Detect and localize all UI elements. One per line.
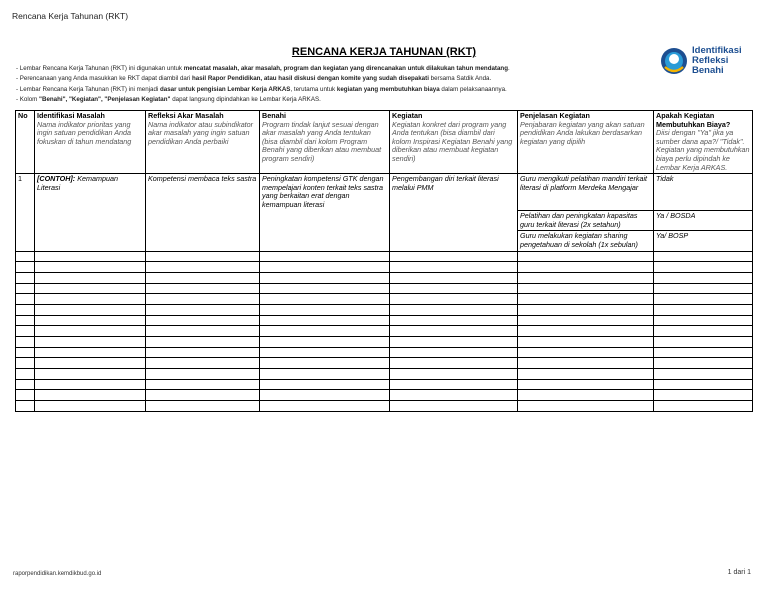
empty-cell[interactable] [16,294,35,305]
logo-word: Refleksi [692,55,729,66]
empty-cell[interactable] [146,315,260,326]
column-header-benahi: Benahi Program tindak lanjut sesuai dengan akar masalah yang Anda tentukan (bisa diambil dari kolom Program Benahi yang diberikan atau membuat program sendiri) [260,111,390,174]
empty-cell[interactable] [146,272,260,283]
empty-cell[interactable] [654,347,753,358]
empty-cell[interactable] [390,283,518,294]
empty-cell[interactable] [35,337,146,348]
empty-cell[interactable] [35,283,146,294]
column-header-biaya: Apakah Kegiatan Membutuhkan Biaya? Diisi dengan "Ya" jika ya sumber dana apa?/ "Tidak". Kegiatan yang membutuhkan biaya perlu dipindah ke Lembar Kerja ARKAS. [654,111,753,174]
empty-cell[interactable] [390,369,518,380]
empty-cell[interactable] [16,326,35,337]
empty-cell[interactable] [518,390,654,401]
empty-cell[interactable] [16,272,35,283]
table-row [16,304,753,315]
note-fragment: , terutama untuk [290,85,337,93]
empty-cell[interactable] [260,272,390,283]
note-fragment: . [508,65,510,72]
note-fragment: mencatat masalah, akar masalah, program dan kegiatan yang direncanakan untuk dilakukan tahun mendatang [183,65,508,72]
empty-cell[interactable] [146,379,260,390]
empty-cell[interactable] [260,401,390,412]
empty-cell[interactable] [518,315,654,326]
note-fragment: bersama Satdik Anda. [428,75,492,83]
empty-cell[interactable] [654,304,753,315]
empty-cell[interactable] [390,315,518,326]
empty-cell[interactable] [518,401,654,412]
empty-cell[interactable] [35,262,146,273]
empty-cell[interactable] [654,315,753,326]
empty-cell[interactable] [518,294,654,305]
logo-mark-icon [660,47,688,75]
note-fragment: kegiatan yang membutuhkan biaya [336,85,440,93]
note-line [16,64,636,74]
empty-cell[interactable] [16,251,35,262]
empty-cell[interactable] [654,326,753,337]
table-row [16,347,753,358]
empty-cell[interactable] [146,390,260,401]
logo-word: Benahi [692,65,724,76]
empty-cell[interactable] [146,251,260,262]
empty-cell[interactable] [146,262,260,273]
empty-cell[interactable] [654,337,753,348]
empty-cell[interactable] [390,272,518,283]
note-fragment: - Lembar Rencana Kerja Tahunan (RKT) ini menjadi [16,85,160,93]
note-fragment: dapat langsung dipindahkan ke Lembar Kerja ARKAS. [170,96,321,104]
empty-cell[interactable] [260,390,390,401]
empty-cell[interactable] [390,347,518,358]
empty-cell[interactable] [146,358,260,369]
empty-cell[interactable] [654,369,753,380]
empty-cell[interactable] [390,251,518,262]
empty-cell[interactable] [35,379,146,390]
empty-cell[interactable] [35,251,146,262]
table-row [16,251,753,262]
empty-cell[interactable] [146,304,260,315]
empty-cell[interactable] [654,272,753,283]
table-row [16,369,753,380]
column-header-penjelasan: Penjelasan Kegiatan Penjabaran kegiatan yang akan satuan pendidikan Anda lakukan berdasarkan kegiatan yang dipilih [518,111,654,174]
empty-cell[interactable] [35,401,146,412]
cell-benahi[interactable]: Peningkatan kompetensi GTK dengan mempelajari konten terkait teks sastra yang berkaitan erat dengan kemampuan literasi [260,174,390,251]
note-fragment: - Kolom [16,96,40,104]
empty-cell[interactable] [390,337,518,348]
page-header-title: Rencana Kerja Tahunan (RKT) [12,11,129,21]
empty-cell[interactable] [35,390,146,401]
column-header-akar: Refleksi Akar Masalah Nama indikator atau subindikator akar masalah yang ingin satuan pendidikan Anda perbaiki [146,111,260,174]
document-title: RENCANA KERJA TAHUNAN (RKT) [291,46,477,58]
note-fragment: "Benahi", "Kegiatan", "Penjelasan Kegiatan" [39,96,171,104]
empty-cell[interactable] [16,369,35,380]
empty-cell[interactable] [390,401,518,412]
empty-cell[interactable] [654,283,753,294]
empty-cell[interactable] [260,326,390,337]
cell-biaya[interactable]: Tidak [654,174,753,211]
table-row [16,262,753,273]
page-number: 1 dari 1 [727,569,751,576]
empty-cell[interactable] [518,272,654,283]
instruction-notes [16,64,636,106]
table-row [16,272,753,283]
table-row [16,358,753,369]
empty-cell[interactable] [518,283,654,294]
empty-cell[interactable] [16,390,35,401]
empty-cell[interactable] [35,347,146,358]
empty-cell[interactable] [518,358,654,369]
empty-cell[interactable] [518,251,654,262]
empty-cell[interactable] [260,369,390,380]
empty-cell[interactable] [390,379,518,390]
empty-cell[interactable] [35,272,146,283]
table-row [16,283,753,294]
empty-cell[interactable] [260,283,390,294]
table-row [16,337,753,348]
empty-cell[interactable] [260,358,390,369]
column-header-kegiatan: Kegiatan Kegiatan konkret dari program yang Anda tentukan (bisa diambil dari kolom Inspirasi Kegiatan Benahi yang diberikan atau membuat kegiatan sendiri) [390,111,518,174]
empty-cell[interactable] [16,379,35,390]
empty-cell[interactable] [16,358,35,369]
empty-cell[interactable] [16,347,35,358]
table-row [16,379,753,390]
brand-logo [660,44,750,78]
empty-cell[interactable] [260,251,390,262]
note-line [16,74,636,84]
column-header-masalah: Identifikasi Masalah Nama indikator prioritas yang ingin satuan pendidikan Anda fokuskan di tahun mendatang [35,111,146,174]
table-row [16,174,753,211]
empty-cell[interactable] [35,358,146,369]
empty-cell[interactable] [260,337,390,348]
empty-cell[interactable] [16,283,35,294]
cell-penjelasan[interactable]: Guru melakukan kegiatan sharing pengetahuan di sekolah (1x sebulan) [518,231,654,251]
empty-cell[interactable] [146,347,260,358]
empty-cell[interactable] [16,304,35,315]
empty-cell[interactable] [260,262,390,273]
empty-cell[interactable] [16,315,35,326]
empty-cell[interactable] [518,262,654,273]
cell-penjelasan[interactable]: Guru mengikuti pelatihan mandiri terkait literasi di platform Merdeka Mengajar [518,174,654,211]
empty-cell[interactable] [654,294,753,305]
empty-cell[interactable] [35,369,146,380]
note-fragment: - Perencanaan yang Anda masukkan ke RKT dapat diambil dari [16,75,192,83]
footer-url: raporpendidikan.kemdikbud.go.id [13,571,102,577]
cell-biaya[interactable]: Ya/ BOSP [654,231,753,251]
empty-cell[interactable] [146,294,260,305]
empty-cell[interactable] [260,315,390,326]
empty-cell[interactable] [518,326,654,337]
empty-cell[interactable] [518,379,654,390]
empty-cell[interactable] [260,294,390,305]
empty-cell[interactable] [654,358,753,369]
empty-cell[interactable] [16,262,35,273]
empty-cell[interactable] [35,315,146,326]
empty-cell[interactable] [390,304,518,315]
logo-word: Identifikasi [692,45,742,56]
empty-cell[interactable] [390,294,518,305]
cell-masalah[interactable] [35,174,146,251]
empty-cell[interactable] [35,304,146,315]
cell-akar[interactable]: Kompetensi membaca teks sastra [146,174,260,251]
column-header-no: No [16,111,35,174]
note-line [16,85,636,95]
empty-cell[interactable] [654,390,753,401]
empty-cell[interactable] [260,347,390,358]
empty-cell[interactable] [146,401,260,412]
note-fragment: dasar untuk pengisian Lembar Kerja ARKAS [160,85,291,93]
empty-cell[interactable] [146,326,260,337]
empty-cell[interactable] [654,379,753,390]
table-header-row [16,111,753,174]
empty-cell[interactable] [390,262,518,273]
empty-cell[interactable] [390,390,518,401]
table-row [16,315,753,326]
empty-cell[interactable] [16,337,35,348]
logo-text [692,46,742,76]
empty-cell[interactable] [654,251,753,262]
note-fragment: dalam pelaksanaannya. [439,85,507,93]
empty-cell[interactable] [390,358,518,369]
empty-cell[interactable] [390,326,518,337]
example-prefix: [CONTOH]: [37,174,76,184]
cell-penjelasan[interactable]: Pelatihan dan peningkatan kapasitas guru terkait literasi (2x setahun) [518,211,654,231]
table-row [16,390,753,401]
table-row [16,326,753,337]
empty-cell[interactable] [260,304,390,315]
masalah-text: Kemampuan Literasi [37,174,118,192]
empty-cell[interactable] [518,369,654,380]
empty-cell[interactable] [518,304,654,315]
empty-cell[interactable] [146,283,260,294]
empty-cell[interactable] [146,369,260,380]
note-fragment: - Lembar Rencana Kerja Tahunan (RKT) ini digunakan untuk [16,65,184,72]
empty-cell[interactable] [16,401,35,412]
empty-cell[interactable] [146,337,260,348]
note-line [16,95,636,105]
note-fragment: hasil Rapor Pendidikan, atau hasil diskusi dengan komite yang sudah disepakati [192,75,429,83]
table-row [16,401,753,412]
empty-cell[interactable] [518,347,654,358]
empty-cell[interactable] [35,326,146,337]
rkt-table [15,110,753,412]
empty-cell[interactable] [654,262,753,273]
empty-cell[interactable] [654,401,753,412]
empty-cell[interactable] [518,337,654,348]
empty-cell[interactable] [260,379,390,390]
cell-no[interactable]: 1 [16,174,35,251]
table-row [16,294,753,305]
cell-biaya[interactable]: Ya / BOSDA [654,211,753,231]
empty-cell[interactable] [35,294,146,305]
cell-kegiatan[interactable]: Pengembangan diri terkait literasi melalui PMM [390,174,518,251]
